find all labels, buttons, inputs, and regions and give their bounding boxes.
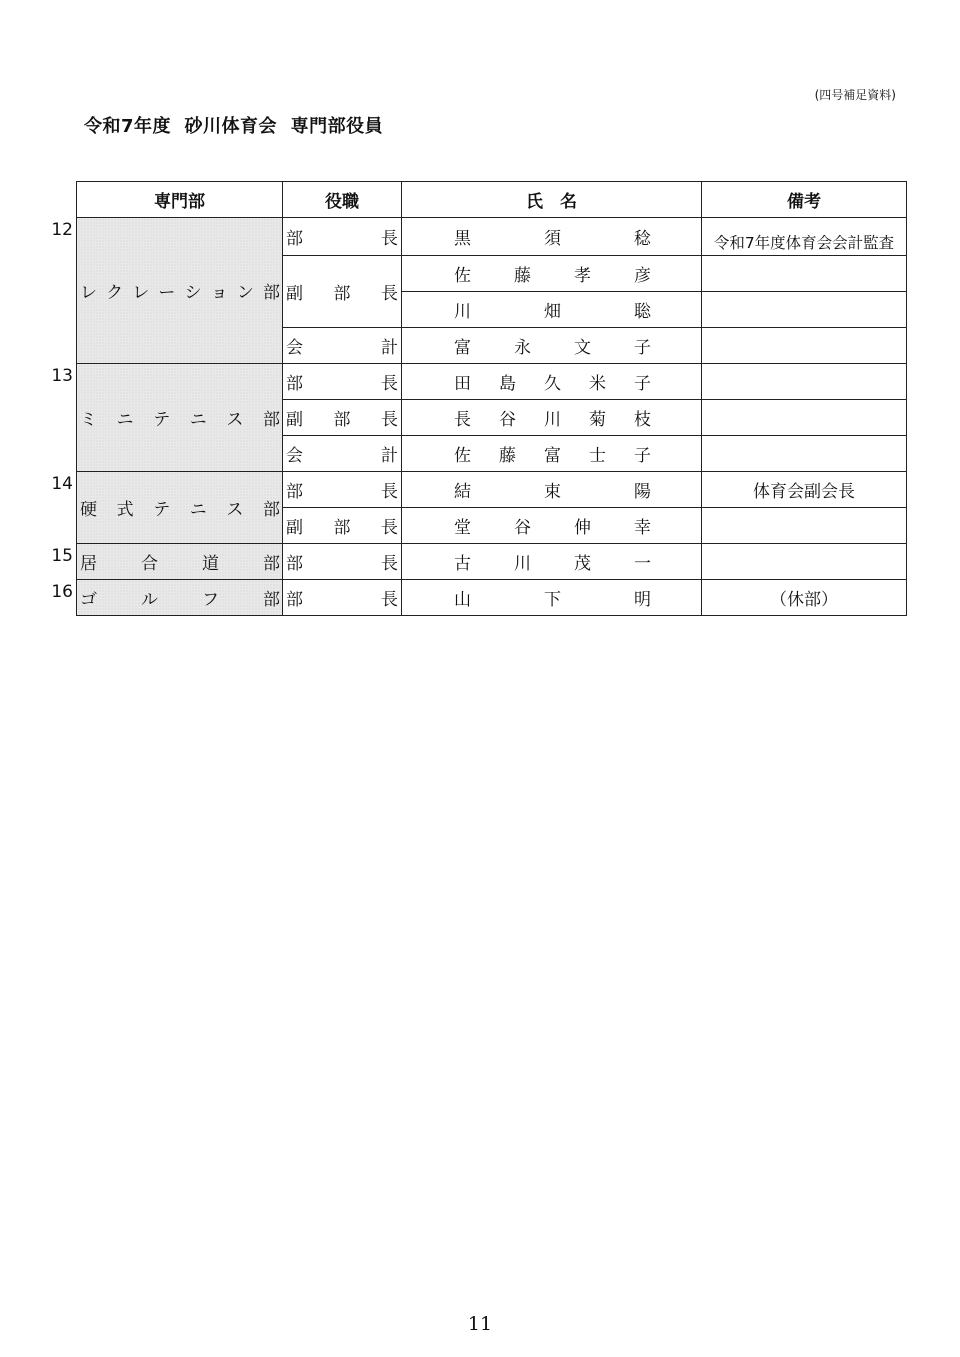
char: 久 xyxy=(544,374,561,394)
char: 道 xyxy=(202,554,219,574)
person-name-cell xyxy=(402,218,702,256)
role-cell xyxy=(283,436,402,472)
char: 士 xyxy=(589,446,606,466)
char: 部 xyxy=(286,590,303,610)
char: 子 xyxy=(634,374,651,394)
person-name-cell xyxy=(402,328,702,364)
char: 富 xyxy=(544,446,561,466)
remark-cell: 体育会副会長 xyxy=(702,472,907,508)
remark-cell xyxy=(702,292,907,328)
char: 長 xyxy=(381,482,398,502)
char: 佐 xyxy=(454,446,471,466)
table-row xyxy=(77,472,907,508)
char: 彦 xyxy=(634,266,651,286)
char: ン xyxy=(236,283,254,303)
char: 黒 xyxy=(454,229,471,249)
char: ョ xyxy=(210,283,228,303)
role-cell xyxy=(283,400,402,436)
header-remarks: 備考 xyxy=(702,182,907,218)
department-name xyxy=(77,405,282,430)
char: 部 xyxy=(333,284,351,304)
person-name-cell xyxy=(402,400,702,436)
char: ー xyxy=(158,283,176,303)
department-cell xyxy=(51,364,283,472)
char: 富 xyxy=(454,338,471,358)
remark-cell xyxy=(702,364,907,400)
char: 子 xyxy=(634,338,651,358)
char: テ xyxy=(153,410,171,430)
table-row xyxy=(77,218,907,256)
char: 藤 xyxy=(514,266,531,286)
department-cell xyxy=(51,580,283,616)
char: レ xyxy=(132,283,150,303)
department-name xyxy=(77,278,282,303)
char: 下 xyxy=(544,590,561,610)
table-row xyxy=(77,364,907,400)
char: 長 xyxy=(381,554,398,574)
role-cell xyxy=(283,472,402,508)
remark-cell xyxy=(702,400,907,436)
person-name-cell xyxy=(402,544,702,580)
page-number: 11 xyxy=(467,1313,493,1335)
department-cell xyxy=(51,472,283,544)
role-cell xyxy=(283,218,402,256)
person-name-cell xyxy=(402,364,702,400)
char: 副 xyxy=(286,410,303,430)
char: 部 xyxy=(333,410,351,430)
char: 茂 xyxy=(574,554,591,574)
role-cell xyxy=(283,508,402,544)
char: 長 xyxy=(381,590,398,610)
char: 孝 xyxy=(574,266,591,286)
remark-cell xyxy=(702,544,907,580)
department-cell xyxy=(51,218,283,364)
header-name: 氏 名 xyxy=(402,182,702,218)
header-department: 専門部 xyxy=(77,182,283,218)
char: ニ xyxy=(116,410,134,430)
char: 長 xyxy=(381,518,398,538)
char: 部 xyxy=(286,554,303,574)
char: 永 xyxy=(514,338,531,358)
char: 部 xyxy=(263,554,280,574)
char: 部 xyxy=(286,374,303,394)
char: 部 xyxy=(286,229,303,249)
char: 長 xyxy=(381,229,398,249)
department-number: 15 xyxy=(51,546,73,566)
char: 堂 xyxy=(454,518,471,538)
role-cell xyxy=(283,580,402,616)
supplement-note: (四号補足資料) xyxy=(814,88,896,102)
char: 部 xyxy=(262,410,280,430)
char: 束 xyxy=(544,482,561,502)
char: 菊 xyxy=(589,410,606,430)
char: 合 xyxy=(141,554,158,574)
table-row xyxy=(77,580,907,616)
department-number: 12 xyxy=(51,220,73,240)
char: 山 xyxy=(454,590,471,610)
char: 川 xyxy=(514,554,531,574)
person-name-cell xyxy=(402,472,702,508)
char: 畑 xyxy=(544,302,561,322)
char: 副 xyxy=(286,518,303,538)
person-name-cell xyxy=(402,508,702,544)
char: 伸 xyxy=(574,518,591,538)
role-cell xyxy=(283,544,402,580)
remark-cell: 令和7年度体育会会計監査 xyxy=(702,218,907,256)
char: 陽 xyxy=(634,482,651,502)
char: 幸 xyxy=(634,518,651,538)
char: 長 xyxy=(454,410,471,430)
char: 結 xyxy=(454,482,471,502)
person-name-cell xyxy=(402,436,702,472)
department-name xyxy=(77,549,282,574)
char: 稔 xyxy=(634,229,651,249)
person-name-cell xyxy=(402,292,702,328)
char: 部 xyxy=(333,518,351,538)
remark-cell xyxy=(702,256,907,292)
char: 部 xyxy=(263,590,280,610)
person-name-cell xyxy=(402,256,702,292)
department-cell xyxy=(51,544,283,580)
char: 長 xyxy=(381,410,398,430)
char: ニ xyxy=(189,410,207,430)
char: 部 xyxy=(262,283,280,303)
char: 長 xyxy=(381,284,398,304)
char: シ xyxy=(184,283,202,303)
char: フ xyxy=(202,590,219,610)
char: 川 xyxy=(544,410,561,430)
remark-cell: （休部） xyxy=(702,580,907,616)
char: 明 xyxy=(634,590,651,610)
department-name xyxy=(77,495,282,520)
char: ス xyxy=(226,500,244,520)
page-title: 令和7年度 砂川体育会 専門部役員 xyxy=(84,116,384,137)
char: 副 xyxy=(286,284,303,304)
char: テ xyxy=(153,500,171,520)
char: 米 xyxy=(589,374,606,394)
char: レ xyxy=(80,283,97,303)
char: 部 xyxy=(286,482,303,502)
char: 佐 xyxy=(454,266,471,286)
char: 文 xyxy=(574,338,591,358)
role-cell xyxy=(283,364,402,400)
char: ミ xyxy=(80,410,97,430)
char: 式 xyxy=(116,500,134,520)
char: ク xyxy=(106,283,124,303)
char: ス xyxy=(226,410,244,430)
char: 硬 xyxy=(80,500,97,520)
char: 会 xyxy=(286,338,303,358)
char: ゴ xyxy=(80,590,97,610)
char: 島 xyxy=(499,374,516,394)
char: 計 xyxy=(381,446,398,466)
char: 藤 xyxy=(499,446,516,466)
char: 枝 xyxy=(634,410,651,430)
char: 一 xyxy=(634,554,651,574)
officers-table xyxy=(51,181,907,616)
char: 川 xyxy=(454,302,471,322)
char: 居 xyxy=(80,554,97,574)
char: 田 xyxy=(454,374,471,394)
table-body xyxy=(51,218,907,616)
char: 会 xyxy=(286,446,303,466)
remark-cell xyxy=(702,508,907,544)
header-role: 役職 xyxy=(283,182,402,218)
char: ニ xyxy=(189,500,207,520)
person-name-cell xyxy=(402,580,702,616)
remark-cell xyxy=(702,328,907,364)
char: 須 xyxy=(544,229,561,249)
department-number: 14 xyxy=(51,474,73,494)
char: 長 xyxy=(381,374,398,394)
char: 聡 xyxy=(634,302,651,322)
char: ル xyxy=(141,590,158,610)
char: 子 xyxy=(634,446,651,466)
department-number: 13 xyxy=(51,366,73,386)
role-cell xyxy=(283,256,402,328)
char: 谷 xyxy=(514,518,531,538)
table-header-row xyxy=(77,182,907,218)
char: 谷 xyxy=(499,410,516,430)
char: 計 xyxy=(381,338,398,358)
remark-cell xyxy=(702,436,907,472)
department-number: 16 xyxy=(51,582,73,602)
char: 古 xyxy=(454,554,471,574)
char: 部 xyxy=(262,500,280,520)
role-cell xyxy=(283,328,402,364)
department-name xyxy=(77,585,282,610)
table-row xyxy=(77,544,907,580)
